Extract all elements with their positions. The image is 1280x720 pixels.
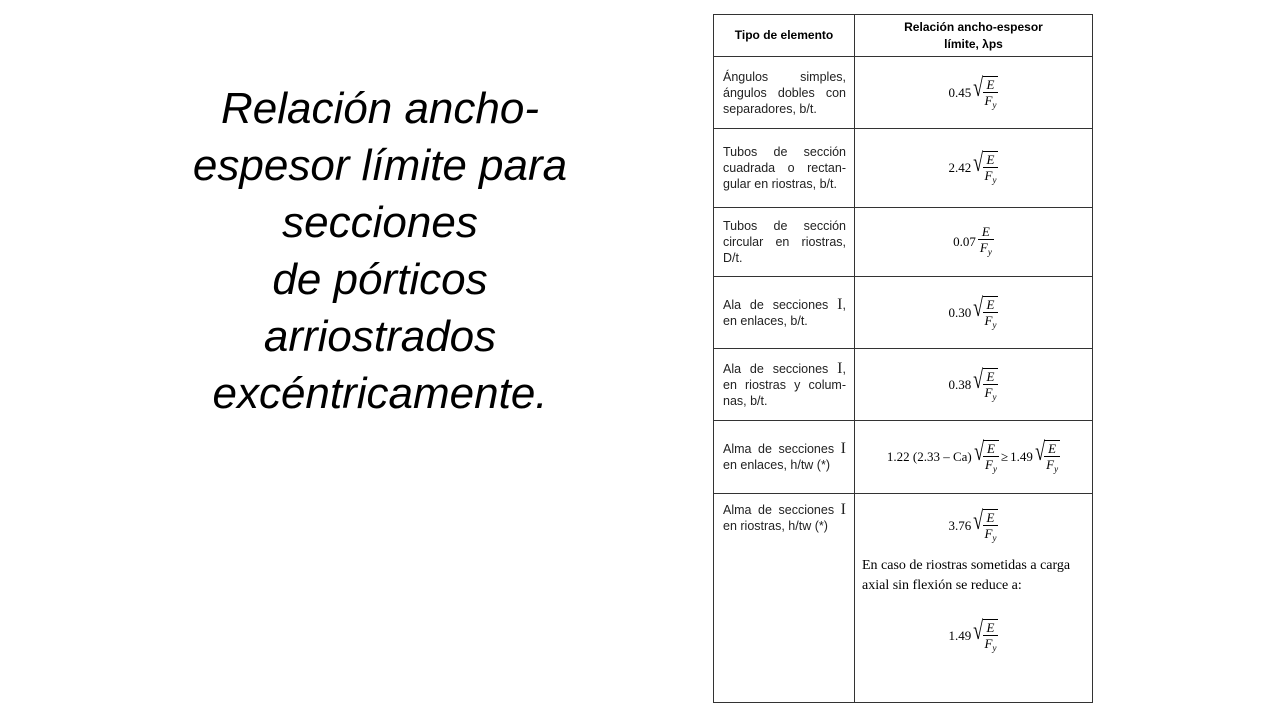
table-header-row bbox=[714, 15, 1093, 57]
coefficient: 0.07 bbox=[953, 234, 976, 249]
coefficient: 0.30 bbox=[948, 304, 972, 320]
slide-title bbox=[120, 80, 640, 422]
title-line: excéntricamente. bbox=[212, 369, 548, 418]
table-row bbox=[714, 57, 1093, 129]
header-element-type: Tipo de elemento bbox=[714, 15, 855, 57]
ratio-formula: 1.22 (2.33 – Ca) √ $\frac{E}{F_y}$ ≥ 1.49 √ $\frac{E}{F_y}$ bbox=[855, 421, 1093, 494]
width-thickness-table bbox=[713, 14, 1093, 703]
ratio-formula: 2.42 √ $\frac{E}{F_y}$ bbox=[855, 129, 1093, 208]
title-line: secciones bbox=[282, 198, 478, 247]
coefficient: 2.42 bbox=[948, 160, 972, 175]
element-description: Ángulos simples, ángulos dobles con separadores, b/t. bbox=[714, 57, 855, 129]
ratio-formula: 0.07 $\frac{E}{F_y}$ bbox=[855, 208, 1093, 277]
element-description: Ala de secciones I, en riostras y colum-nas, b/t. bbox=[714, 349, 855, 421]
header-ratio-line1: Relación ancho-espesor bbox=[904, 19, 1043, 34]
table-row bbox=[714, 494, 1093, 703]
title-line: arriostrados bbox=[263, 312, 497, 361]
coefficient: 1.49 bbox=[1010, 449, 1033, 464]
table-row bbox=[714, 208, 1093, 277]
element-description: Alma de secciones I en enlaces, h/tw (*) bbox=[714, 421, 855, 494]
header-ratio bbox=[855, 15, 1093, 57]
coefficient: 1.22 (2.33 – Ca) bbox=[886, 449, 972, 464]
title-line: de pórticos bbox=[272, 255, 488, 304]
element-description: Tubos de sección cuadrada o rectan-gular en riostras, b/t. bbox=[714, 129, 855, 208]
title-line: espesor límite para bbox=[192, 141, 568, 190]
table-row bbox=[714, 349, 1093, 421]
table-row bbox=[714, 129, 1093, 208]
coefficient: 3.76 bbox=[948, 518, 972, 533]
title-line: Relación ancho- bbox=[221, 84, 539, 133]
coefficient: 0.45 bbox=[948, 84, 972, 100]
ratio-formula: 0.30 √ $\frac{E}{F_y}$ bbox=[855, 277, 1093, 349]
element-description: Alma de secciones I en riostras, h/tw (*) bbox=[714, 494, 855, 703]
ratio-formula: 0.38 √ $\frac{E}{F_y}$ bbox=[855, 349, 1093, 421]
table-row bbox=[714, 421, 1093, 494]
element-description: Tubos de sección circular en riostras, D/t. bbox=[714, 208, 855, 277]
reduction-note: En caso de riostras sometidas a carga axial sin flexión se reduce a: bbox=[862, 558, 1071, 593]
ratio-formula: 3.76 √ $\frac{E}{F_y}$ En caso de riostras sometidas a carga axial sin flexión se reduce a: 1.49 √ $\frac{E}{F_y}$ bbox=[855, 494, 1093, 703]
ratio-formula: 0.45 √ $\frac{E}{F_y}$ bbox=[855, 57, 1093, 129]
coefficient: 0.38 bbox=[948, 376, 972, 392]
coefficient: 1.49 bbox=[948, 628, 972, 643]
header-ratio-line2: límite, λps bbox=[944, 36, 1003, 51]
element-description: Ala de secciones I, en enlaces, b/t. bbox=[714, 277, 855, 349]
table-row bbox=[714, 277, 1093, 349]
